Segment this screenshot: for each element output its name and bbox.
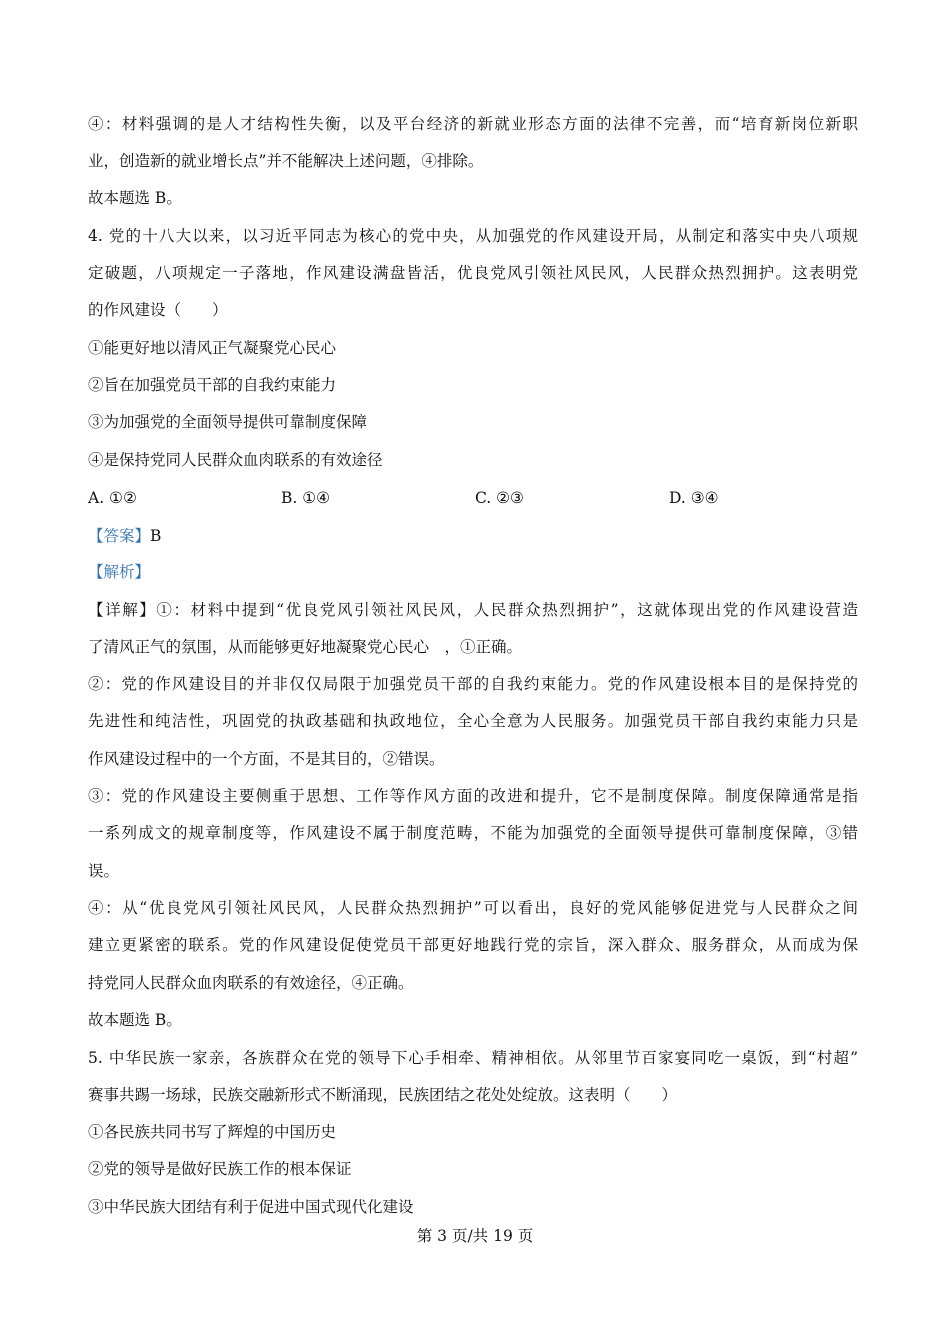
answer-value: B	[150, 527, 162, 545]
q4-detail-line: 先进性和纯洁性，巩固党的执政基础和执政地位，全心全意为人民服务。加强党员干部自我约束能力只是	[88, 712, 858, 730]
q4-stem-line: 定破题，八项规定一子落地，作风建设满盘皆活，优良党风引领社风民风，人民群众热烈拥护。这表明党	[88, 264, 858, 282]
q4-detail-line: ③：党的作风建设主要侧重于思想、工作等作风方面的改进和提升，它不是制度保障。制度保障通常是指	[88, 787, 858, 805]
q4-option-c: C. ②③	[475, 489, 524, 507]
q5-stem-line: 5. 中华民族一家亲，各族群众在党的领导下心手相牵、精神相依。从邻里节百家宴同吃一桌饭，到“村超”	[88, 1049, 858, 1067]
q5-statement: ②党的领导是做好民族工作的根本保证	[88, 1160, 352, 1178]
q4-detail-line: 作风建设过程中的一个方面，不是其目的，②错误。	[88, 750, 445, 768]
q4-answer	[88, 525, 858, 547]
q5-stem-line: 赛事共踢一场球，民族交融新形式不断涌现，民族团结之花处处绽放。这表明（ ）	[88, 1086, 678, 1104]
analysis-label: 【解析】	[88, 563, 151, 581]
q4-detail-line: 一系列成文的规章制度等，作风建设不属于制度范畴，不能为加强党的全面领导提供可靠制度保障，③错	[88, 824, 858, 842]
q4-detail-line: 持党同人民群众血肉联系的有效途径，④正确。	[88, 974, 414, 992]
page-footer: 第 3 页/共 19 页	[416, 1227, 534, 1245]
q4-detail-line: 了清风正气的氛围，从而能够更好地凝聚党心民心 ，①正确。	[88, 638, 523, 656]
q4-detail-line: 【详解】①：材料中提到“优良党风引领社风民风，人民群众热烈拥护”，这就体现出党的作风建设营造	[88, 601, 858, 619]
q4-statement: ③为加强党的全面领导提供可靠制度保障	[88, 413, 368, 431]
q4-detail-line: 建立更紧密的联系。党的作风建设促使党员干部更好地践行党的宗旨，深入群众、服务群众，从而成为保	[88, 936, 858, 954]
q4-stem-line: 4. 党的十八大以来，以习近平同志为核心的党中央，从加强党的作风建设开局，从制定和落实中央八项规	[88, 227, 858, 245]
prev-conclusion: 故本题选 B。	[88, 189, 182, 207]
q4-conclusion: 故本题选 B。	[88, 1011, 182, 1029]
q4-stem-line: 的作风建设（ ）	[88, 301, 228, 319]
q4-statement: ①能更好地以清风正气凝聚党心民心	[88, 339, 337, 357]
q4-option-d: D. ③④	[669, 489, 719, 507]
q4-option-b: B. ①④	[281, 489, 331, 507]
q4-detail-line: ④：从“优良党风引领社风民风，人民群众热烈拥护”可以看出，良好的党风能够促进党与人民群众之间	[88, 899, 858, 917]
q4-option-a: A. ①②	[88, 489, 137, 507]
prev-analysis-line: ④：材料强调的是人才结构性失衡，以及平台经济的新就业形态方面的法律不完善，而“培育新岗位新职	[88, 115, 858, 133]
q4-statement: ④是保持党同人民群众血肉联系的有效途径	[88, 451, 383, 469]
q4-detail-line: 误。	[88, 862, 120, 880]
q4-detail-line: ②：党的作风建设目的并非仅仅局限于加强党员干部的自我约束能力。党的作风建设根本目的是保持党的	[88, 675, 858, 693]
q5-statement: ①各民族共同书写了辉煌的中国历史	[88, 1123, 337, 1141]
q4-statement: ②旨在加强党员干部的自我约束能力	[88, 376, 337, 394]
q5-statement: ③中华民族大团结有利于促进中国式现代化建设	[88, 1198, 414, 1216]
prev-analysis-line: 业，创造新的就业增长点”并不能解决上述问题，④排除。	[88, 152, 484, 170]
answer-label: 【答案】	[88, 527, 151, 545]
